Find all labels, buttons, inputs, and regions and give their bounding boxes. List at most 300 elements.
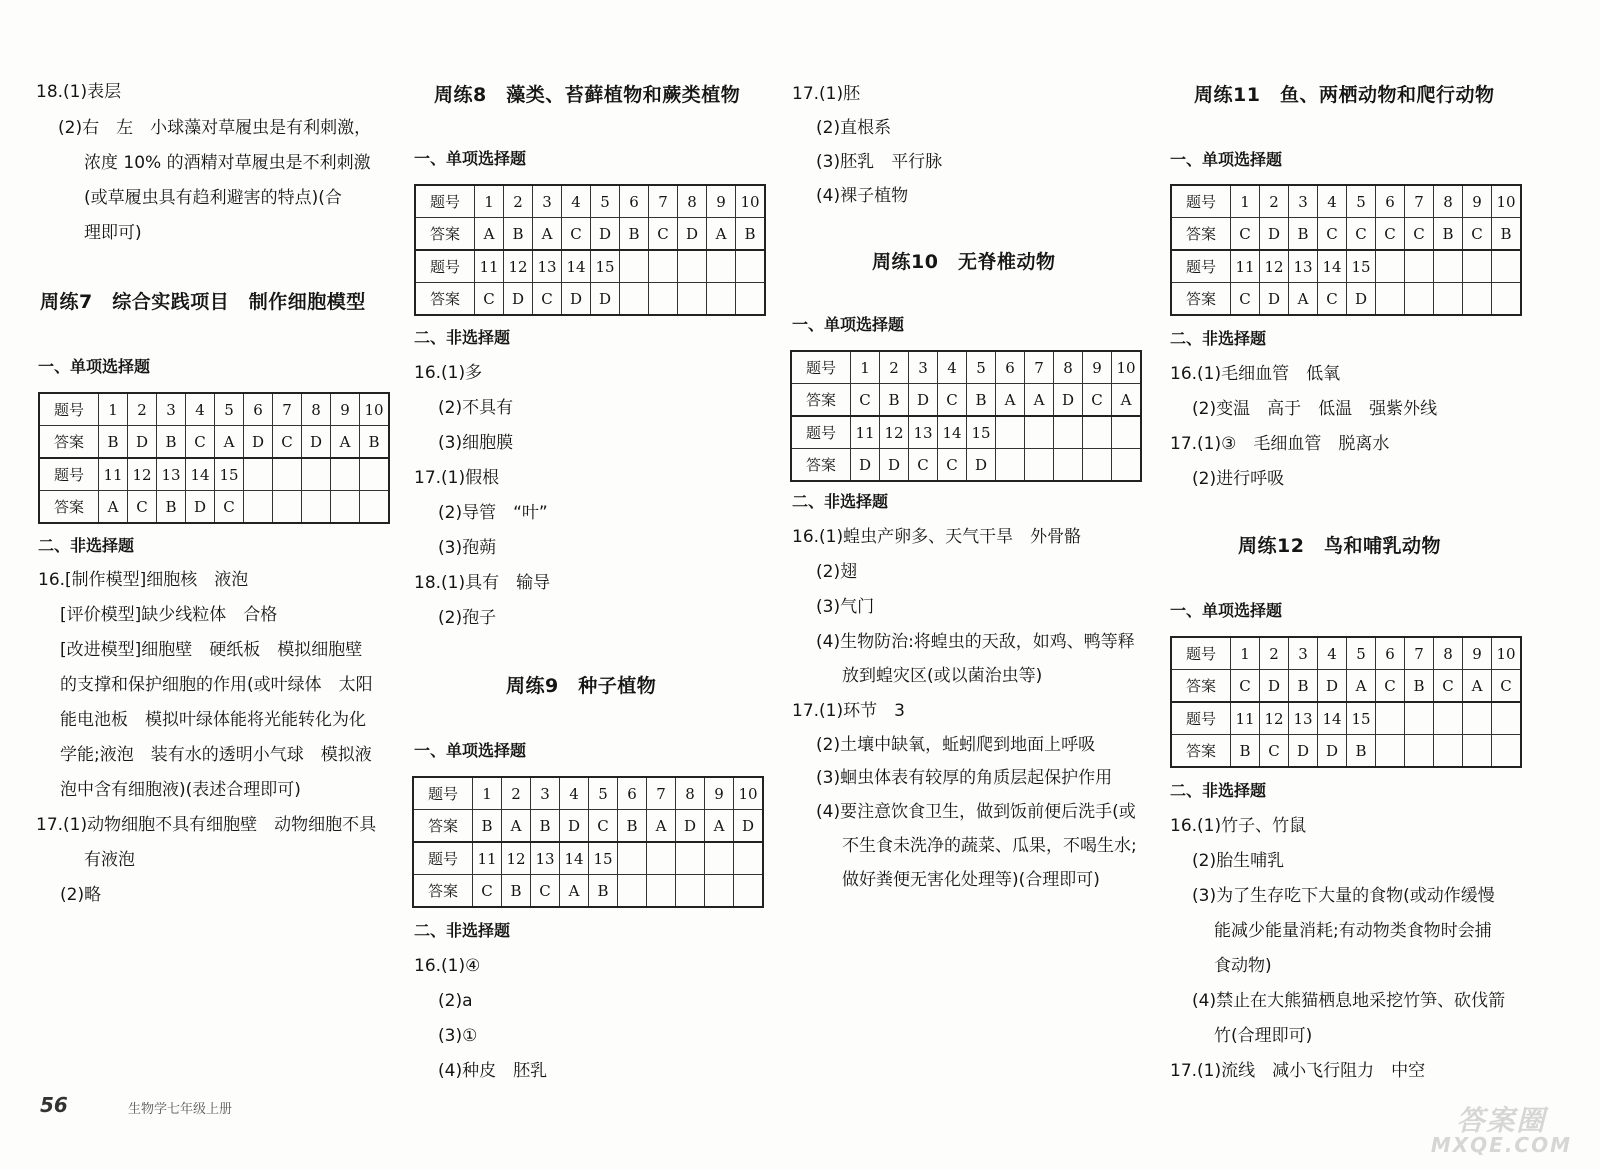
table-cell: B	[736, 218, 766, 251]
table-cell: B	[473, 810, 502, 843]
answer-table-week10	[790, 350, 1142, 482]
table-cell: A	[533, 218, 562, 251]
table-cell: 14	[938, 416, 967, 449]
subsection-heading: 一、单项选择题	[792, 315, 905, 334]
table-cell	[273, 491, 302, 524]
subsection-heading: 一、单项选择题	[38, 357, 151, 376]
answer-row	[415, 283, 765, 316]
table-cell: 1	[473, 777, 502, 810]
table-cell: 8	[302, 393, 331, 426]
row-header: 答案	[415, 283, 475, 316]
table-cell: A	[475, 218, 504, 251]
table-cell: 2	[128, 393, 157, 426]
table-cell	[620, 250, 649, 283]
table-cell: D	[1347, 283, 1376, 316]
table-cell: B	[967, 384, 996, 417]
table-cell	[678, 283, 707, 316]
row-header: 答案	[39, 426, 99, 459]
answer-line: 放到蝗灾区(或以菌治虫等)	[842, 666, 1043, 686]
column-3	[790, 0, 1170, 1170]
answer-line: 食动物)	[1214, 956, 1272, 976]
answer-line: (3)气门	[816, 597, 875, 617]
row-header: 题号	[413, 842, 473, 875]
table-cell: 12	[502, 842, 531, 875]
table-cell	[1463, 735, 1492, 768]
row-header: 答案	[413, 875, 473, 908]
table-cell: 8	[678, 185, 707, 218]
table-cell: 11	[1231, 702, 1260, 735]
table-cell: C	[1434, 670, 1463, 703]
table-cell: C	[1083, 384, 1112, 417]
table-cell: C	[1231, 218, 1260, 251]
section-title-week12: 周练12 鸟和哺乳动物	[1238, 535, 1441, 557]
table-cell: 4	[560, 777, 589, 810]
table-cell: 12	[1260, 250, 1289, 283]
table-cell: 4	[1318, 637, 1347, 670]
row-header: 答案	[1171, 283, 1231, 316]
table-cell: B	[1231, 735, 1260, 768]
table-cell: 9	[705, 777, 734, 810]
subsection-heading: 一、单项选择题	[1170, 150, 1283, 169]
table-cell	[1405, 702, 1434, 735]
watermark-url: MXQE.COM	[1430, 1133, 1572, 1157]
subsection-heading: 一、单项选择题	[414, 149, 527, 168]
answer-line: (2)不具有	[438, 398, 514, 418]
section-title-week9: 周练9 种子植物	[506, 675, 657, 697]
table-cell: A	[647, 810, 676, 843]
table-cell: C	[533, 283, 562, 316]
question-number-row	[415, 185, 765, 218]
table-cell: C	[273, 426, 302, 459]
table-cell: A	[215, 426, 244, 459]
table-cell: 13	[909, 416, 938, 449]
table-cell: A	[99, 491, 128, 524]
table-cell: B	[589, 875, 618, 908]
table-cell: A	[502, 810, 531, 843]
table-cell: D	[851, 449, 880, 482]
table-cell: 3	[1289, 185, 1318, 218]
table-cell: C	[938, 449, 967, 482]
table-cell: D	[1289, 735, 1318, 768]
table-cell: C	[1405, 218, 1434, 251]
table-cell: C	[475, 283, 504, 316]
table-cell: D	[504, 283, 533, 316]
subsection-heading: 二、非选择题	[414, 921, 511, 940]
answer-line: (3)为了生存吃下大量的食物(或动作缓慢	[1192, 886, 1495, 906]
table-cell: B	[1434, 218, 1463, 251]
question-number-row	[1171, 637, 1521, 670]
answer-line: 不生食未洗净的蔬菜、瓜果，不喝生水;	[842, 836, 1137, 856]
table-cell	[360, 458, 390, 491]
answer-line: 做好粪便无害化处理等)(合理即可)	[842, 870, 1100, 890]
answer-line: 理即可)	[84, 223, 142, 243]
table-cell: 11	[99, 458, 128, 491]
table-cell: C	[1463, 218, 1492, 251]
column-4	[1170, 0, 1600, 1170]
table-cell	[1376, 702, 1405, 735]
table-cell: D	[128, 426, 157, 459]
answer-line: 17.(1)③ 毛细血管 脱离水	[1170, 434, 1390, 454]
table-cell: 14	[562, 250, 591, 283]
row-header: 题号	[1171, 637, 1231, 670]
table-cell: 15	[215, 458, 244, 491]
table-cell: 10	[734, 777, 764, 810]
table-cell: 7	[647, 777, 676, 810]
table-cell: D	[1318, 735, 1347, 768]
table-cell: A	[1289, 283, 1318, 316]
table-cell	[1434, 702, 1463, 735]
table-cell: 6	[1376, 637, 1405, 670]
answer-line: 学能;液泡 装有水的透明小气球 模拟液	[60, 745, 372, 765]
row-header: 答案	[1171, 218, 1231, 251]
answer-line: 的支撑和保护细胞的作用(或叶绿体 太阳	[60, 675, 373, 695]
table-cell: 15	[967, 416, 996, 449]
table-cell: 12	[504, 250, 533, 283]
table-cell: D	[560, 810, 589, 843]
answer-line: (3)胚乳 平行脉	[816, 152, 943, 172]
table-cell: B	[504, 218, 533, 251]
table-cell: 11	[475, 250, 504, 283]
table-cell: 2	[1260, 637, 1289, 670]
answer-line: (2)土壤中缺氧，蚯蚓爬到地面上呼吸	[816, 735, 1096, 755]
answer-line: 16.[制作模型]细胞核 液泡	[38, 570, 249, 590]
answer-line: 17.(1)动物细胞不具有细胞壁 动物细胞不具	[36, 815, 377, 835]
table-cell	[331, 491, 360, 524]
table-cell: 7	[1405, 637, 1434, 670]
table-cell: C	[1318, 218, 1347, 251]
question-number-row	[39, 393, 389, 426]
table-cell: A	[707, 218, 736, 251]
subsection-heading: 二、非选择题	[414, 328, 511, 347]
table-cell	[244, 458, 273, 491]
table-cell: 9	[1463, 637, 1492, 670]
table-cell	[1083, 416, 1112, 449]
table-cell: D	[302, 426, 331, 459]
table-cell: 10	[736, 185, 766, 218]
table-cell: D	[678, 218, 707, 251]
table-cell: B	[502, 875, 531, 908]
table-cell: C	[562, 218, 591, 251]
table-cell	[647, 875, 676, 908]
table-cell: C	[851, 384, 880, 417]
table-cell: 7	[1405, 185, 1434, 218]
answer-row	[413, 810, 763, 843]
section-title-week11: 周练11 鱼、两栖动物和爬行动物	[1194, 84, 1495, 106]
table-cell: 13	[1289, 250, 1318, 283]
answer-line: 18.(1)具有 输导	[414, 573, 551, 593]
table-cell	[996, 449, 1025, 482]
table-cell	[1434, 283, 1463, 316]
table-cell	[620, 283, 649, 316]
table-cell: 14	[186, 458, 215, 491]
table-cell: 12	[880, 416, 909, 449]
row-header: 答案	[1171, 670, 1231, 703]
table-cell	[244, 491, 273, 524]
table-cell: 2	[880, 351, 909, 384]
answer-line: (2)翅	[816, 562, 858, 582]
table-cell: 13	[533, 250, 562, 283]
table-cell: C	[1376, 218, 1405, 251]
answer-line: 17.(1)假根	[414, 468, 500, 488]
table-cell	[1463, 283, 1492, 316]
table-cell: B	[1347, 735, 1376, 768]
table-cell	[273, 458, 302, 491]
subsection-heading: 二、非选择题	[792, 492, 889, 511]
table-cell: B	[1289, 218, 1318, 251]
table-cell: 2	[502, 777, 531, 810]
table-cell: 5	[1347, 637, 1376, 670]
page-number: 56	[40, 1093, 68, 1117]
table-cell: 3	[157, 393, 186, 426]
answer-line: 18.(1)表层	[36, 82, 122, 102]
question-number-row	[39, 458, 389, 491]
table-cell: C	[215, 491, 244, 524]
table-cell: 7	[273, 393, 302, 426]
table-cell	[676, 842, 705, 875]
table-cell: 5	[589, 777, 618, 810]
table-cell: D	[244, 426, 273, 459]
book-title: 生物学七年级上册	[128, 1102, 233, 1117]
table-cell	[1083, 449, 1112, 482]
table-cell	[707, 283, 736, 316]
answer-line: (3)孢蒴	[438, 538, 497, 558]
table-cell: C	[186, 426, 215, 459]
table-cell: 2	[504, 185, 533, 218]
table-cell: 13	[531, 842, 560, 875]
answer-row	[413, 875, 763, 908]
table-cell: C	[1347, 218, 1376, 251]
table-cell: 15	[1347, 702, 1376, 735]
table-cell	[1434, 735, 1463, 768]
question-number-row	[1171, 250, 1521, 283]
answer-row	[791, 384, 1141, 417]
table-cell: 4	[1318, 185, 1347, 218]
table-cell	[1405, 250, 1434, 283]
table-cell: 14	[1318, 702, 1347, 735]
table-cell: 1	[475, 185, 504, 218]
row-header: 题号	[791, 416, 851, 449]
table-cell: 15	[1347, 250, 1376, 283]
answer-line: (4)种皮 胚乳	[438, 1061, 548, 1081]
answer-line: (4)要注意饮食卫生，做到饭前便后洗手(或	[816, 802, 1136, 822]
row-header: 题号	[39, 393, 99, 426]
row-header: 题号	[415, 250, 475, 283]
table-cell: 9	[707, 185, 736, 218]
table-cell: C	[1376, 670, 1405, 703]
table-cell	[1054, 449, 1083, 482]
table-cell: 7	[1025, 351, 1054, 384]
row-header: 答案	[791, 449, 851, 482]
table-cell	[618, 875, 647, 908]
table-cell: A	[1025, 384, 1054, 417]
section-title-week8: 周练8 藻类、苔藓植物和蕨类植物	[434, 84, 741, 106]
answer-line: 能电池板 模拟叶绿体能将光能转化为化	[60, 710, 366, 730]
table-cell	[705, 842, 734, 875]
table-cell: D	[676, 810, 705, 843]
table-cell	[1405, 283, 1434, 316]
answer-line: [改进模型]细胞壁 硬纸板 模拟细胞壁	[60, 640, 363, 660]
answer-line: 16.(1)毛细血管 低氧	[1170, 364, 1341, 384]
table-cell: 10	[1112, 351, 1142, 384]
table-cell: C	[649, 218, 678, 251]
table-cell: A	[1112, 384, 1142, 417]
table-cell	[996, 416, 1025, 449]
table-cell: C	[1318, 283, 1347, 316]
table-cell	[736, 250, 766, 283]
table-cell: 8	[1434, 637, 1463, 670]
table-cell: 5	[591, 185, 620, 218]
answer-line: 17.(1)环节 3	[792, 701, 905, 721]
table-cell	[1463, 702, 1492, 735]
subsection-heading: 一、单项选择题	[1170, 601, 1283, 620]
table-cell: 4	[938, 351, 967, 384]
table-cell: A	[1347, 670, 1376, 703]
answer-row	[415, 218, 765, 251]
answer-table-week12	[1170, 636, 1522, 768]
table-cell	[360, 491, 390, 524]
table-cell: B	[360, 426, 390, 459]
answer-row	[39, 426, 389, 459]
table-cell: A	[560, 875, 589, 908]
table-cell: 10	[360, 393, 390, 426]
table-cell	[1054, 416, 1083, 449]
table-cell: D	[1318, 670, 1347, 703]
table-cell: C	[1492, 670, 1522, 703]
table-cell	[1434, 250, 1463, 283]
answer-row	[39, 491, 389, 524]
table-cell: A	[1463, 670, 1492, 703]
row-header: 答案	[415, 218, 475, 251]
table-cell: C	[473, 875, 502, 908]
table-cell: A	[996, 384, 1025, 417]
table-cell: 8	[1054, 351, 1083, 384]
table-cell: B	[618, 810, 647, 843]
answer-line: 泡中含有细胞液)(表述合理即可)	[60, 780, 301, 800]
answer-line: (3)①	[438, 1026, 478, 1046]
subsection-heading: 二、非选择题	[38, 536, 135, 555]
row-header: 答案	[791, 384, 851, 417]
table-cell: B	[880, 384, 909, 417]
answer-table-week8	[414, 184, 766, 316]
table-cell: B	[531, 810, 560, 843]
table-cell: 10	[1492, 185, 1522, 218]
table-cell	[649, 283, 678, 316]
subsection-heading: 一、单项选择题	[414, 741, 527, 760]
answer-line: 16.(1)竹子、竹鼠	[1170, 816, 1307, 836]
table-cell: 13	[1289, 702, 1318, 735]
row-header: 题号	[39, 458, 99, 491]
table-cell	[707, 250, 736, 283]
answer-line: (2)进行呼吸	[1192, 469, 1285, 489]
table-cell: C	[1231, 283, 1260, 316]
table-cell	[331, 458, 360, 491]
row-header: 题号	[1171, 702, 1231, 735]
answer-line: (2)胎生哺乳	[1192, 851, 1285, 871]
table-cell: 14	[1318, 250, 1347, 283]
answer-line: 有液泡	[84, 850, 135, 870]
table-cell: D	[1054, 384, 1083, 417]
table-cell: B	[620, 218, 649, 251]
table-cell: 2	[1260, 185, 1289, 218]
table-cell: 6	[244, 393, 273, 426]
answer-line: [评价模型]缺少线粒体 合格	[60, 605, 278, 625]
table-cell: D	[967, 449, 996, 482]
answer-line: (3)细胞膜	[438, 433, 514, 453]
table-cell: 9	[1463, 185, 1492, 218]
answer-table-week11	[1170, 184, 1522, 316]
table-cell: C	[909, 449, 938, 482]
table-cell: D	[562, 283, 591, 316]
answer-row	[791, 449, 1141, 482]
table-cell: 13	[157, 458, 186, 491]
table-cell	[678, 250, 707, 283]
answer-line: (2)变温 高于 低温 强紫外线	[1192, 399, 1438, 419]
table-cell: 5	[1347, 185, 1376, 218]
table-cell: 6	[620, 185, 649, 218]
table-cell: 6	[1376, 185, 1405, 218]
subsection-heading: 二、非选择题	[1170, 781, 1267, 800]
table-cell: 5	[215, 393, 244, 426]
table-cell	[1112, 416, 1142, 449]
table-cell: B	[1492, 218, 1522, 251]
table-cell: C	[589, 810, 618, 843]
table-cell	[734, 875, 764, 908]
answer-row	[1171, 735, 1521, 768]
table-cell: 11	[473, 842, 502, 875]
row-header: 题号	[1171, 250, 1231, 283]
table-cell: B	[1405, 670, 1434, 703]
table-cell: D	[1260, 283, 1289, 316]
table-cell: B	[157, 491, 186, 524]
table-cell	[302, 491, 331, 524]
table-cell	[1463, 250, 1492, 283]
table-cell: C	[1231, 670, 1260, 703]
subsection-heading: 二、非选择题	[1170, 329, 1267, 348]
answer-line: 能减少能量消耗;有动物类食物时会捕	[1214, 921, 1492, 941]
table-cell: 8	[676, 777, 705, 810]
table-cell: 15	[589, 842, 618, 875]
table-cell	[647, 842, 676, 875]
table-cell	[1112, 449, 1142, 482]
table-cell: D	[1260, 218, 1289, 251]
answer-line: (3)蛔虫体表有较厚的角质层起保护作用	[816, 768, 1113, 788]
question-number-row	[1171, 702, 1521, 735]
table-cell: A	[705, 810, 734, 843]
watermark-text: 答案圈	[1456, 1103, 1547, 1137]
table-cell	[1405, 735, 1434, 768]
answer-line: 浓度 10% 的酒精对草履虫是不利刺激	[84, 153, 371, 173]
table-cell: 12	[1260, 702, 1289, 735]
table-cell	[1376, 283, 1405, 316]
answer-line: 16.(1)蝗虫产卵多、天气干旱 外骨骼	[792, 527, 1082, 547]
table-cell: D	[880, 449, 909, 482]
answer-line: (2)右 左 小球藻对草履虫是有利刺激，	[58, 118, 372, 138]
table-cell: 6	[618, 777, 647, 810]
table-cell	[1376, 250, 1405, 283]
column-2	[400, 0, 790, 1170]
table-cell	[1025, 449, 1054, 482]
answer-table-week9	[412, 776, 764, 908]
answer-line: (2)孢子	[438, 608, 497, 628]
answer-line: 17.(1)流线 减小飞行阻力 中空	[1170, 1061, 1426, 1081]
table-cell: 3	[533, 185, 562, 218]
answer-row	[1171, 283, 1521, 316]
answer-row	[1171, 218, 1521, 251]
table-cell: 9	[331, 393, 360, 426]
table-cell: C	[531, 875, 560, 908]
table-cell: D	[591, 218, 620, 251]
answer-line: 竹(合理即可)	[1214, 1026, 1313, 1046]
